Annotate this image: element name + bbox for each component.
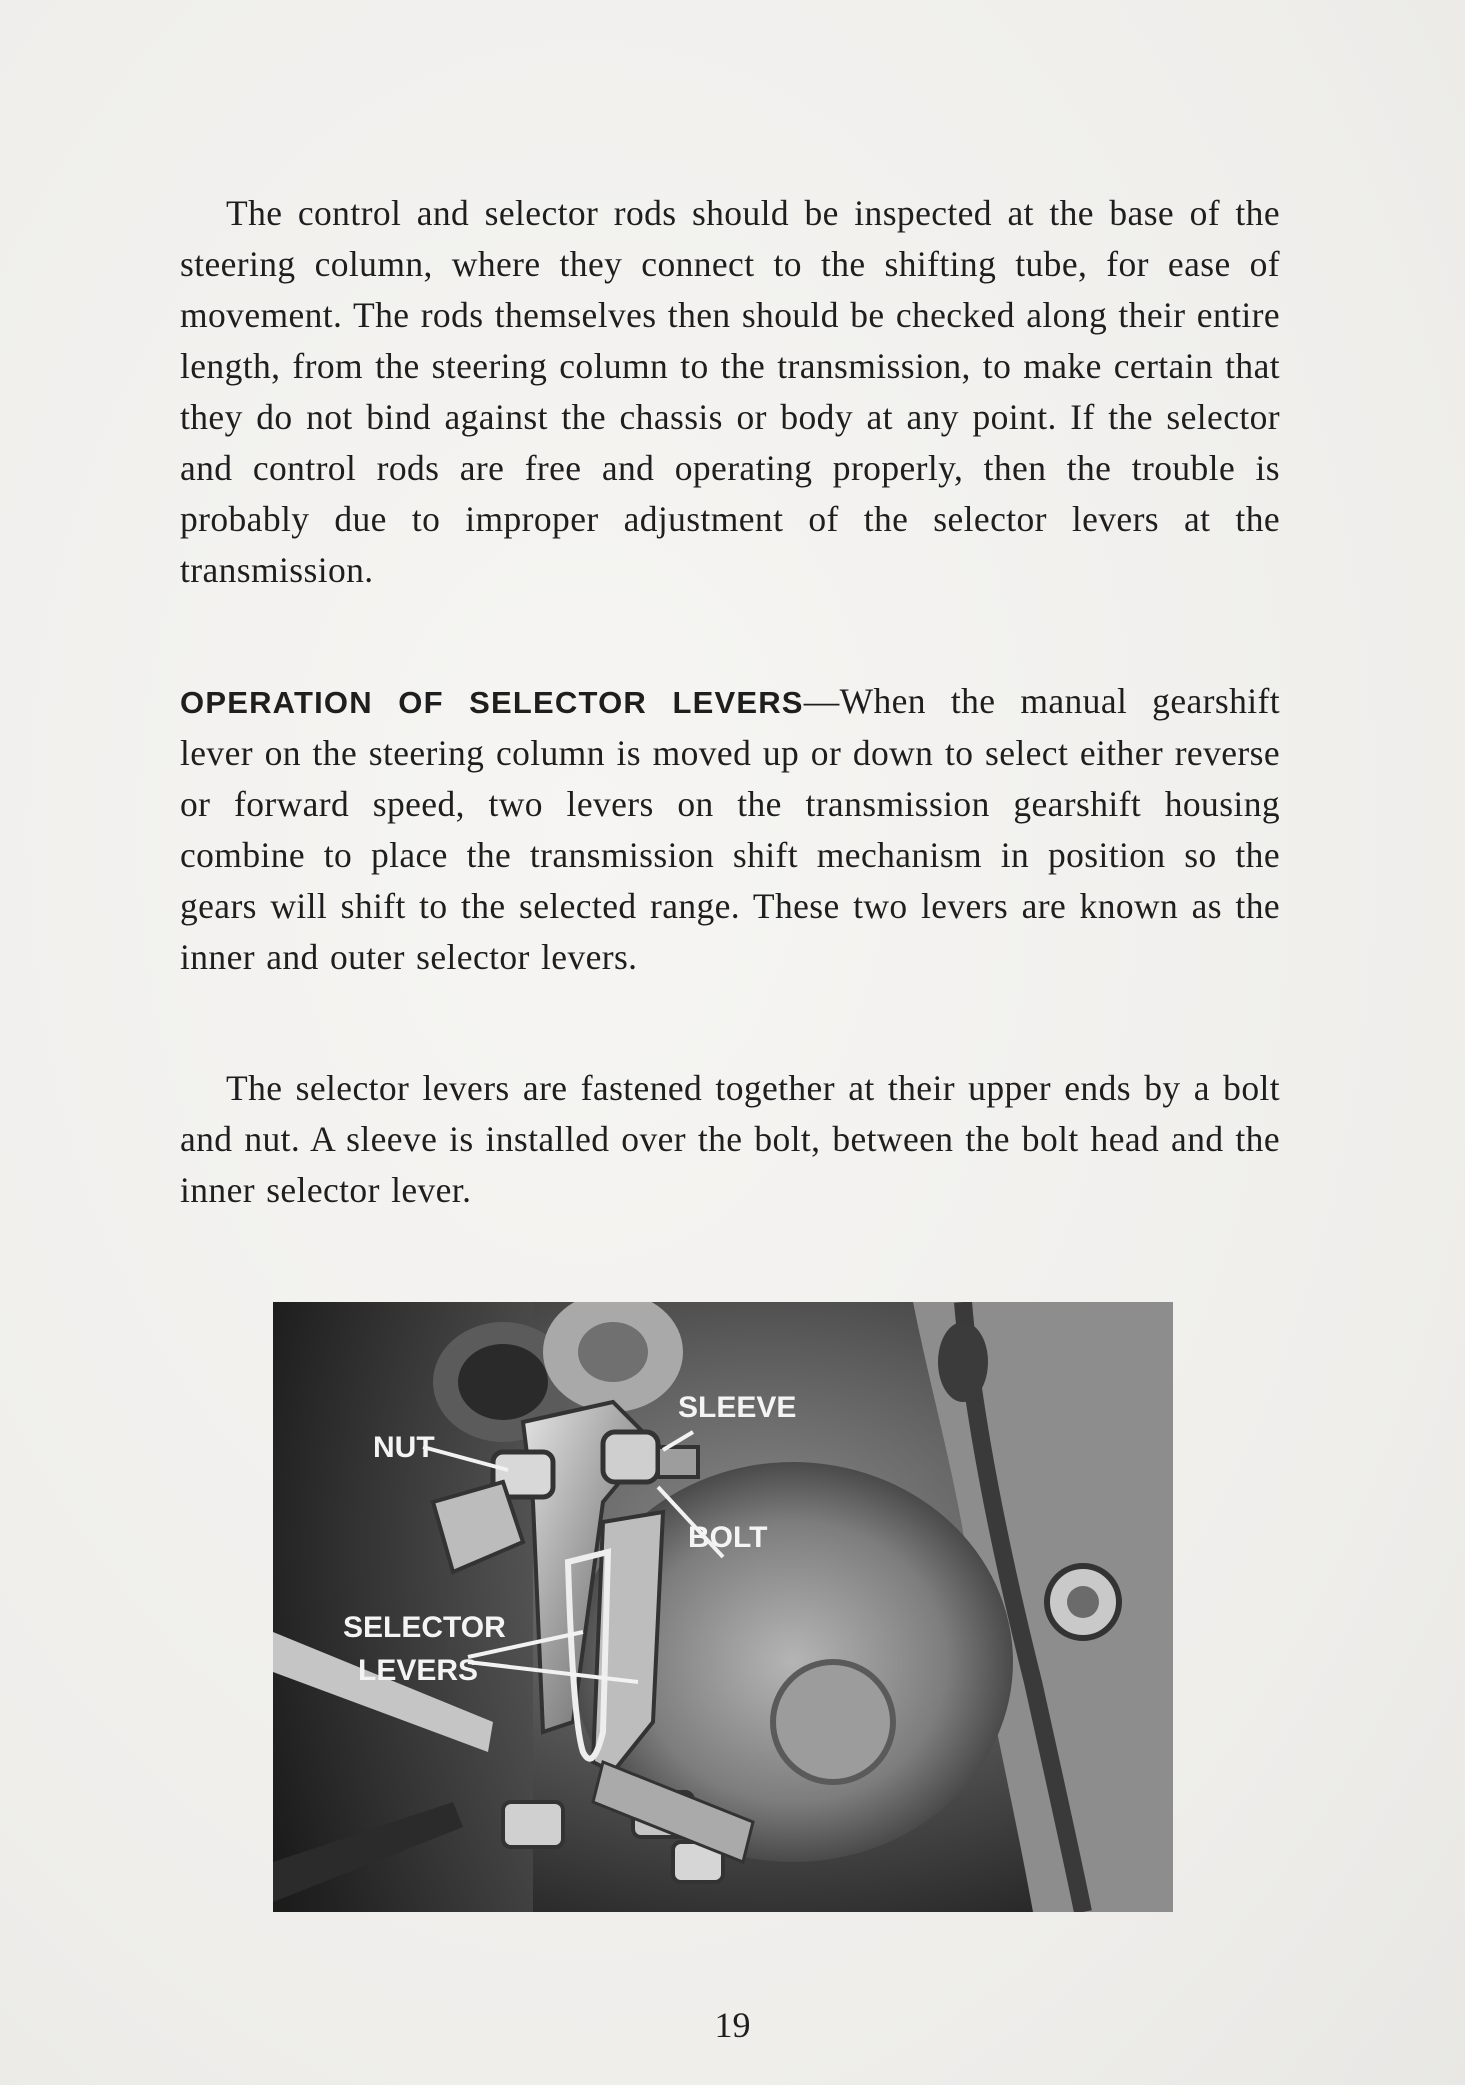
label-levers: LEVERS — [358, 1654, 479, 1687]
paragraph-text: —When the manual gearshift lever on the steering column is moved up or down to select either reverse or forward speed, two levers on the transmission gearshift housing combine to place the transmission shift mechanism in position so the gears will shift to the selected range. These two levers are known as the inner and outer selector levers. — [180, 681, 1280, 977]
page-number: 19 — [714, 2005, 751, 2045]
paragraph-levers-fastened — [180, 1063, 1280, 1216]
section-heading: OPERATION OF SELECTOR LEVERS — [180, 685, 804, 720]
paragraph-rod-inspection — [180, 188, 1280, 596]
paragraph-text: The control and selector rods should be inspected at the base of the steering column, where they connect to the shifting tube, for ease of movement. The rods themselves then should be checked along their entire length, from the steering column to the transmission, to make certain that they do not bind against the chassis or body at any point. If the selector and control rods are free and operating properly, then the trouble is probably due to improper adjustment of the selector levers at the transmission. — [180, 193, 1280, 590]
label-bolt: BOLT — [688, 1521, 768, 1554]
paragraph-operation-of-selector-levers — [180, 676, 1280, 983]
label-nut: NUT — [373, 1431, 435, 1464]
selector-levers-photo — [273, 1302, 1173, 1912]
label-sleeve: SLEEVE — [678, 1391, 797, 1424]
paragraph-text: The selector levers are fastened together at their upper ends by a bolt and nut. A sleeve is installed over the bolt, between the bolt head and the inner selector lever. — [180, 1068, 1280, 1210]
label-selector: SELECTOR — [343, 1611, 506, 1644]
